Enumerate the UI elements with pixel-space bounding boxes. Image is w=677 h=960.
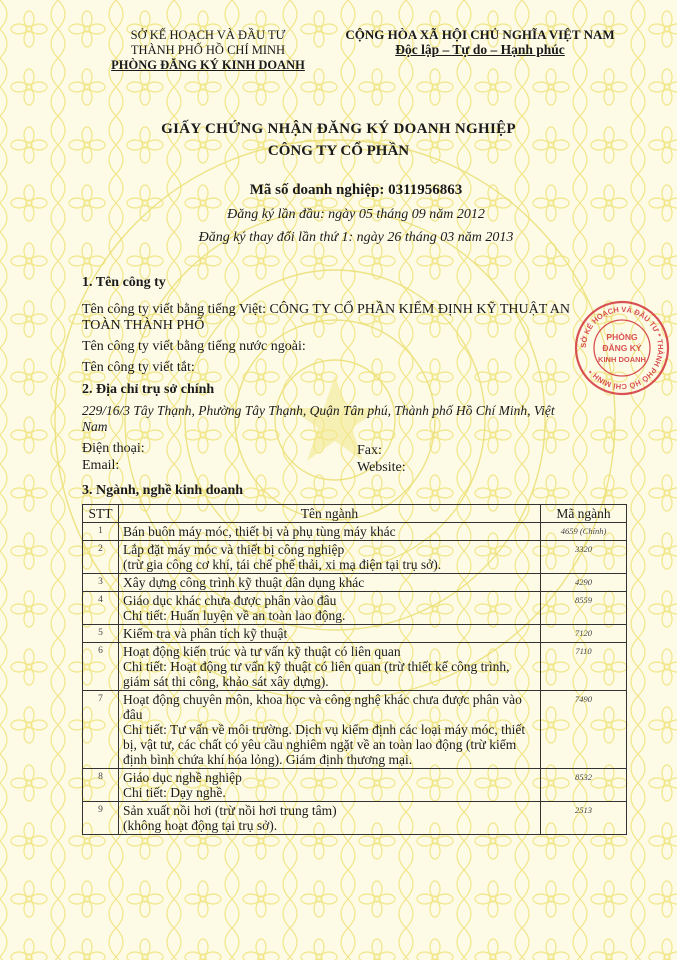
industry-code: 7110 [541,643,627,691]
table-row [83,769,627,802]
table-row [83,802,627,835]
company-short-name: Tên công ty viết tắt: [82,360,195,375]
business-line-detail: Chi tiết: Huấn luyện về an toàn lao động. [123,608,346,623]
business-line-name: Hoạt động kiến trúc và tư vấn kỹ thuật có liên quan [123,644,401,659]
business-line-name: Sản xuất nồi hơi (trừ nồi hơi trung tâm) [123,803,337,818]
table-row [83,592,627,625]
industry-code: 8532 [541,769,627,802]
business-line-cell [119,523,541,541]
national-motto: Độc lập – Tự do – Hạnh phúc [395,42,565,57]
stamp-line-2: ĐĂNG KÝ [602,343,642,353]
row-number: 3 [83,574,119,592]
industry-code: 8559 [541,592,627,625]
business-line-name: Bán buôn máy móc, thiết bị và phụ tùng máy khác [123,524,396,539]
business-line-detail: Chi tiết: Hoạt động tư vấn kỹ thuật có liên quan (trừ thiết kế công trình, giám sát thi công, khảo sát xây dựng). [123,659,510,689]
business-line-detail: Chi tiết: Tư vấn về môi trường. Dịch vụ kiểm định các loại máy móc, thiết bị, vật tư, các chất có yêu cầu nghiêm ngặt về an toàn lao động (trừ kiểm định bình chứa khí hóa lỏng). Giám định thương mại. [123,722,526,767]
industry-code: 7490 [541,691,627,769]
issuer-department: SỞ KẾ HOẠCH VÀ ĐẦU TƯ [130,28,286,42]
country-name: CỘNG HÒA XÃ HỘI CHỦ NGHĨA VIỆT NAM [345,27,615,42]
section-1-heading: 1. Tên công ty [82,275,166,290]
business-line-name: Xây dựng công trình kỹ thuật dân dụng khác [123,575,365,590]
amendment-date: Đăng ký thay đổi lần thứ 1: ngày 26 tháng 03 năm 2013 [198,230,514,245]
business-line-detail: (không hoạt động tại trụ sở). [123,818,278,833]
table-row [83,691,627,769]
business-line-name: Lắp đặt máy móc và thiết bị công nghiệp [123,542,345,557]
headquarters-address-cont: Nam [82,419,108,434]
fax-label: Fax: [357,443,382,458]
document-title: GIẤY CHỨNG NHẬN ĐĂNG KÝ DOANH NGHIỆP [161,121,516,137]
column-header-stt: STT [83,505,119,523]
stamp-line-3: KINH DOANH [598,355,646,364]
enterprise-code: Mã số doanh nghiệp: 0311956863 [249,182,463,198]
industry-code: 4290 [541,574,627,592]
business-line-name: Kiểm tra và phân tích kỹ thuật [123,626,288,641]
column-header-name: Tên ngành [119,505,541,523]
section-3-heading: 3. Ngành, nghề kinh doanh [82,483,244,498]
table-header-row [83,505,627,523]
business-line-cell [119,802,541,835]
row-number: 9 [83,802,119,835]
business-line-cell [119,574,541,592]
business-line-cell [119,769,541,802]
table-row [83,625,627,643]
business-line-cell [119,691,541,769]
business-line-cell [119,592,541,625]
company-type: CÔNG TY CỔ PHẦN [267,143,410,159]
industry-code: 2513 [541,802,627,835]
section-2-heading: 2. Địa chỉ trụ sở chính [82,382,215,397]
first-registration-date: Đăng ký lần đầu: ngày 05 tháng 09 năm 2012 [227,207,485,222]
headquarters-address: 229/16/3 Tây Thạnh, Phường Tây Thạnh, Quận Tân phú, Thành phố Hồ Chí Minh, Việt [82,403,555,418]
office-stamp [572,298,672,398]
row-number: 2 [83,541,119,574]
business-line-detail: Chi tiết: Dạy nghề. [123,785,226,800]
business-lines-table [82,504,627,835]
business-line-detail: (trừ gia công cơ khí, tái chế phế thải, xi mạ điện tại trụ sở). [123,557,442,572]
business-line-name: Giáo dục nghề nghiệp [123,770,242,785]
industry-code: 7120 [541,625,627,643]
website-label: Website: [357,460,406,475]
row-number: 5 [83,625,119,643]
email-label: Email: [82,458,120,473]
company-name-vn: Tên công ty viết bằng tiếng Việt: CÔNG TY CỔ PHẦN KIỂM ĐỊNH KỸ THUẬT AN [82,302,570,317]
business-line-cell [119,625,541,643]
phone-label: Điện thoại: [82,441,145,456]
row-number: 6 [83,643,119,691]
industry-code: 4659 (Chính) [541,523,627,541]
issuer-city: THÀNH PHỐ HỒ CHÍ MINH [130,43,286,57]
row-number: 7 [83,691,119,769]
table-row [83,643,627,691]
company-name-vn-cont: TOÀN THÀNH PHỐ [82,318,205,333]
business-line-cell [119,541,541,574]
table-row [83,541,627,574]
issuer-block [98,28,318,73]
industry-code: 3320 [541,541,627,574]
table-row [83,523,627,541]
issuer-office: PHÒNG ĐĂNG KÝ KINH DOANH [111,58,305,72]
company-name-foreign: Tên công ty viết bằng tiếng nước ngoài: [82,339,306,354]
stamp-line-1: PHÒNG [606,332,638,342]
table-row [83,574,627,592]
row-number: 4 [83,592,119,625]
stamp-ring-text: SỞ KẾ HOẠCH VÀ ĐẦU TƯ * THÀNH PHỐ HỒ CHÍ MINH * [578,304,666,392]
business-line-name: Giáo dục khác chưa được phân vào đâu [123,593,337,608]
business-line-cell [119,643,541,691]
column-header-code: Mã ngành [541,505,627,523]
business-line-name: Hoạt động chuyên môn, khoa học và công nghệ khác chưa được phân vào đâu [123,692,522,722]
national-motto-block [330,27,630,57]
row-number: 8 [83,769,119,802]
row-number: 1 [83,523,119,541]
